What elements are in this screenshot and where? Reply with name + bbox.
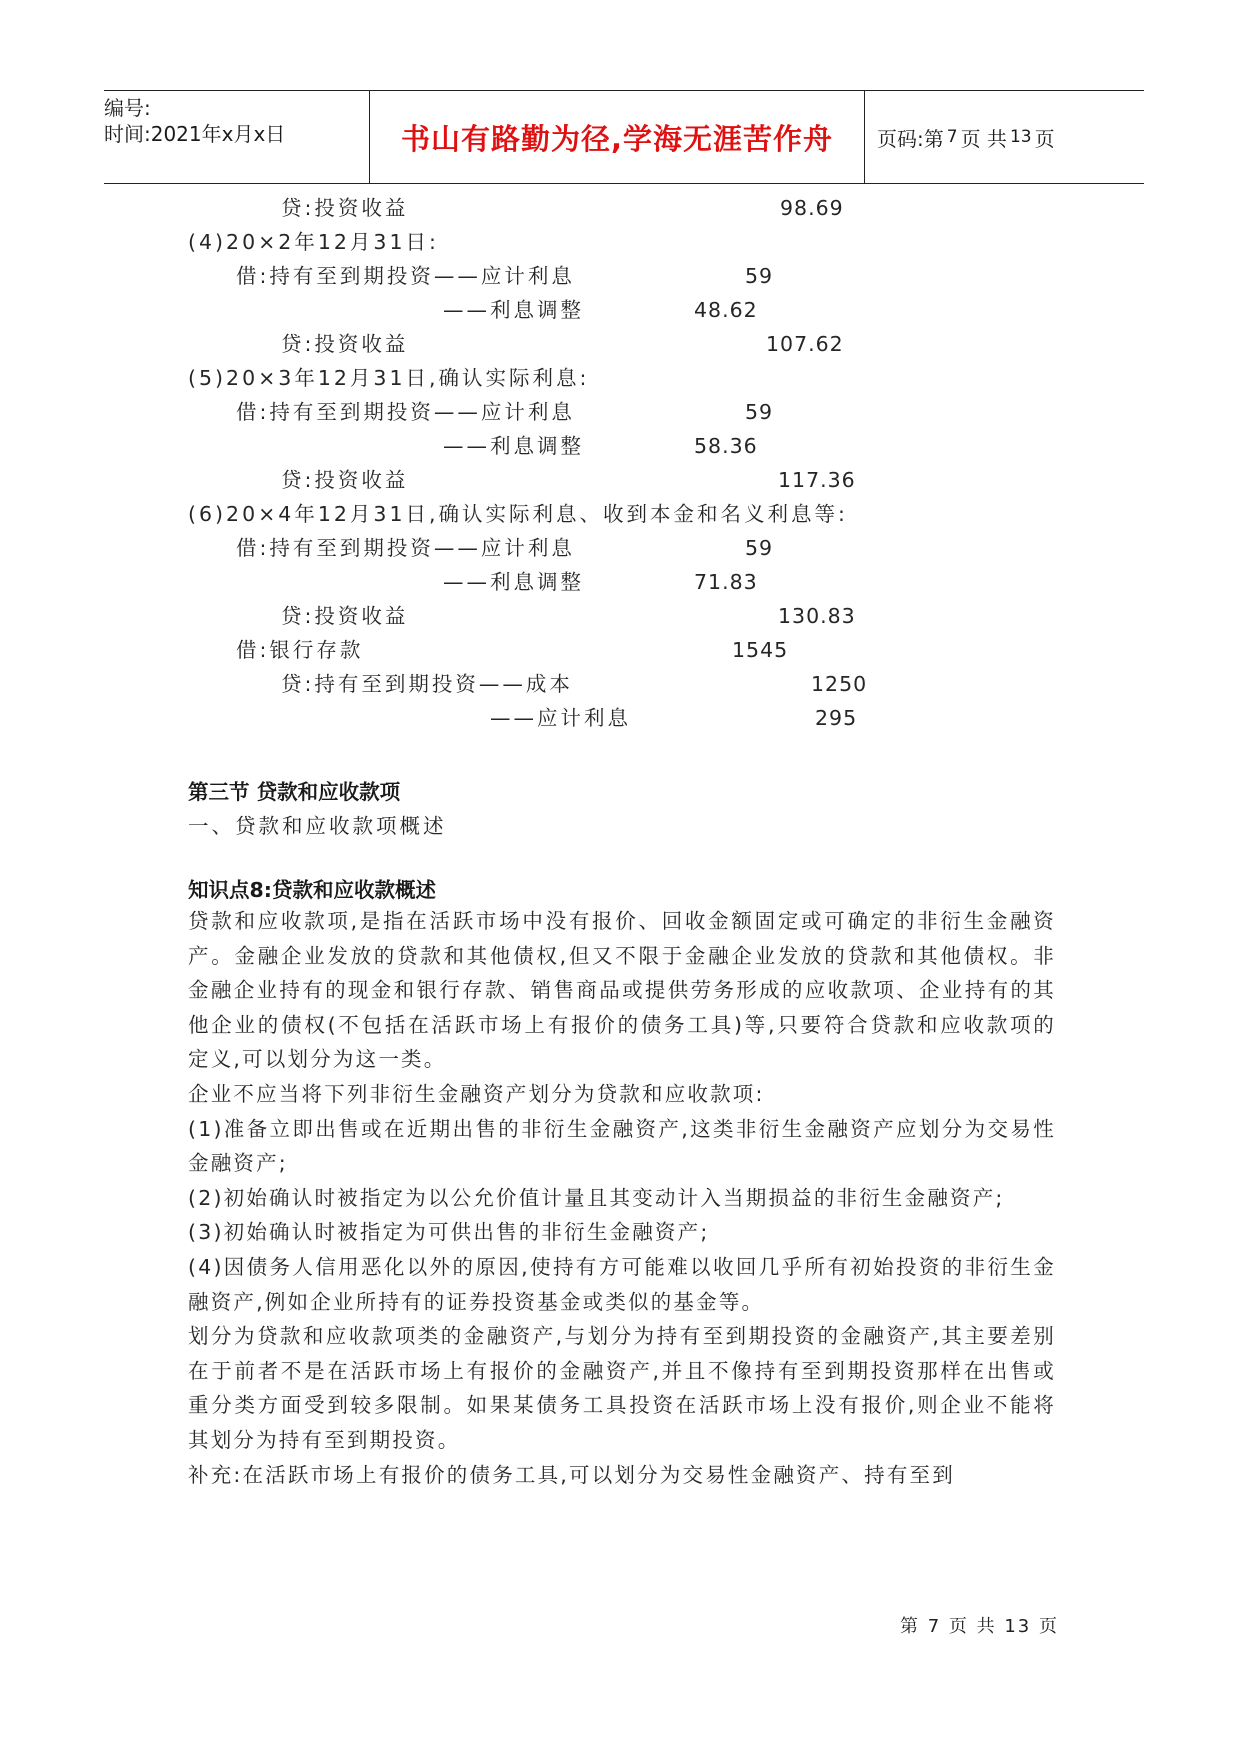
entry-amount: 58.36 [694, 434, 758, 458]
paragraph: (4)因债务人信用恶化以外的原因,使持有方可能难以收回几乎所有初始投资的非衍生金融资产,例如企业所持有的证券投资基金或类似的基金等。 [188, 1254, 1056, 1314]
entry-amount: 71.83 [694, 570, 758, 594]
paragraph: 企业不应当将下列非衍生金融资产划分为贷款和应收款项: [188, 1081, 765, 1106]
entry-amount: 59 [745, 536, 774, 560]
body-text [188, 904, 1056, 1492]
entry-text: (5)20×3年12月31日,确认实际利息: [188, 366, 590, 390]
document-time-label: 时间:2021年x月x日 [104, 122, 286, 146]
entry-amount: 107.62 [766, 332, 844, 356]
section-title: 第三节 贷款和应收款项 [188, 780, 401, 804]
entry-amount: 98.69 [780, 196, 844, 220]
entry-text: (4)20×2年12月31日: [188, 230, 439, 254]
entry-text: 借:持有至到期投资——应计利息 [236, 536, 575, 560]
entry-text: 贷:投资收益 [281, 332, 409, 356]
page-mid: 页 共 [960, 126, 1007, 151]
header-page-info [865, 91, 1144, 183]
entry-amount: 130.83 [778, 604, 856, 628]
entry-text: 贷:持有至到期投资——成本 [281, 672, 573, 696]
entry-text: ——利息调整 [443, 570, 584, 594]
entry-text: ——利息调整 [443, 434, 584, 458]
entry-amount: 1250 [811, 672, 868, 696]
paragraph: 划分为贷款和应收款项类的金融资产,与划分为持有至到期投资的金融资产,其主要差别在于前者不是在活跃市场上有报价的金融资产,并且不像持有至到期投资那样在出售或重分类方面受到较多限制。如果某债务工具投资在活跃市场上没有报价,则企业不能将其划分为持有至到期投资。 [188, 1324, 1056, 1452]
entry-text: 借:持有至到期投资——应计利息 [236, 264, 575, 288]
knowledge-point-title: 知识点8:贷款和应收款概述 [188, 878, 436, 902]
page-footer: 第 7 页 共 13 页 [900, 1616, 1059, 1637]
paragraph: (1)准备立即出售或在近期出售的非衍生金融资产,这类非衍生金融资产应划分为交易性金融资产; [188, 1116, 1056, 1176]
paragraph: (3)初始确认时被指定为可供出售的非衍生金融资产; [188, 1220, 710, 1245]
entry-text: ——利息调整 [443, 298, 584, 322]
document-number-label: 编号: [104, 96, 151, 120]
entry-amount: 59 [745, 264, 774, 288]
entry-amount: 117.36 [778, 468, 856, 492]
page-total: 13 [1009, 127, 1032, 147]
paragraph: 补充:在活跃市场上有报价的债务工具,可以划分为交易性金融资产、持有至到 [188, 1462, 955, 1487]
page-prefix: 页码:第 [877, 126, 944, 151]
entry-text: 借:持有至到期投资——应计利息 [236, 400, 575, 424]
entry-text: (6)20×4年12月31日,确认实际利息、收到本金和名义利息等: [188, 502, 848, 526]
entry-amount: 1545 [732, 638, 789, 662]
entry-amount: 295 [815, 706, 858, 730]
paragraph: (2)初始确认时被指定为以公允价值计量且其变动计入当期损益的非衍生金融资产; [188, 1185, 1005, 1210]
paragraph: 贷款和应收款项,是指在活跃市场中没有报价、回收金额固定或可确定的非衍生金融资产。金融企业发放的贷款和其他债权,但又不限于金融企业发放的贷款和其他债权。非金融企业持有的现金和银行存款、销售商品或提供劳务形成的应收款项、企业持有的其他企业的债权(不包括在活跃市场上有报价的债务工具)等,只要符合贷款和应收款项的定义,可以划分为这一类。 [188, 909, 1056, 1072]
entry-text: 贷:投资收益 [281, 196, 409, 220]
entry-text: ——应计利息 [490, 706, 631, 730]
entry-amount: 48.62 [694, 298, 758, 322]
header-meta [104, 91, 369, 187]
header-motto: 书山有路勤为径,学海无涯苦作舟 [369, 91, 865, 183]
page-header [104, 90, 1144, 184]
entry-text: 借:银行存款 [236, 638, 364, 662]
page-suffix: 页 [1034, 126, 1055, 151]
entry-text: 贷:投资收益 [281, 604, 409, 628]
entry-text: 贷:投资收益 [281, 468, 409, 492]
subsection-title: 一、贷款和应收款项概述 [188, 814, 447, 838]
page-current: 7 [946, 127, 958, 147]
entry-amount: 59 [745, 400, 774, 424]
